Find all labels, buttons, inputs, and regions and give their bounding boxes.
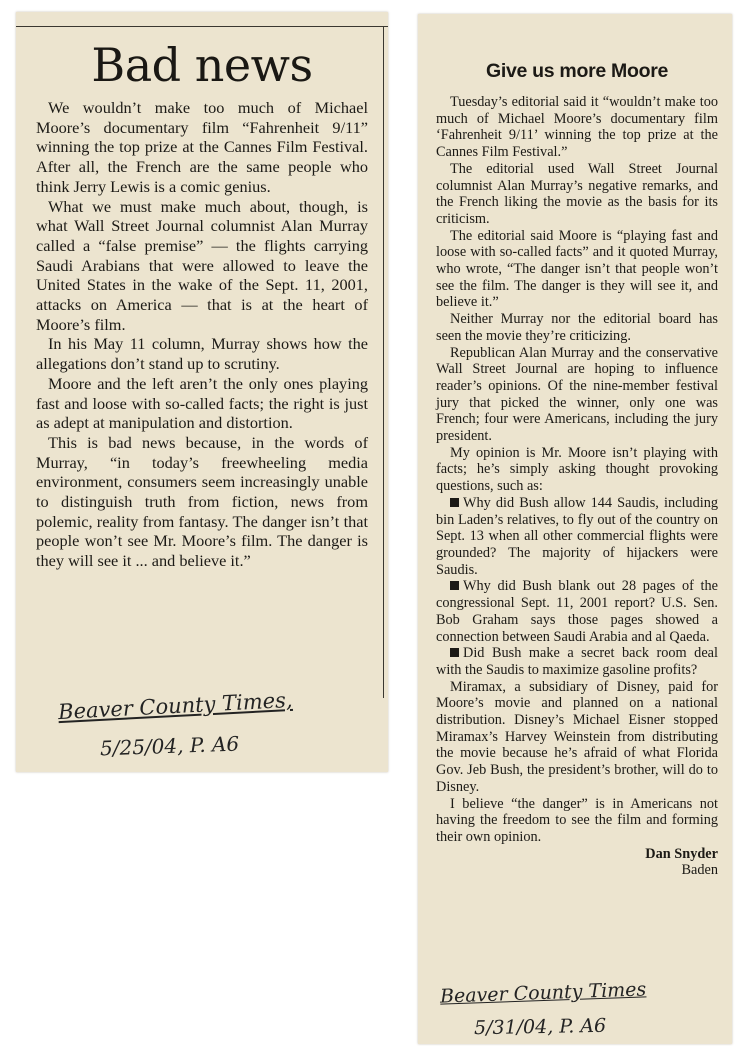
- paragraph: Tuesday’s editorial said it “wouldn’t make too much of Michael Moore’s documentary film ‘Fahrenheit 9/11’ winning the top prize at the Cannes Film Festival.”: [436, 94, 718, 161]
- column-rule: [383, 26, 384, 698]
- square-bullet-icon: [450, 581, 459, 590]
- square-bullet-icon: [450, 498, 459, 507]
- author-location: Baden: [681, 862, 718, 879]
- paragraph: We wouldn’t make too much of Michael Moore’s documentary film “Fahrenheit 9/11” winning the top prize at the Cannes Film Festival. After all, the French are the same people who think Jerry Lewis is a comic genius.: [36, 98, 368, 196]
- bullet-paragraph: [436, 495, 718, 579]
- paragraph: The editorial used Wall Street Journal columnist Alan Murray’s negative remarks, and the French liking the movie as the basis for its criticism.: [436, 160, 718, 227]
- right-clipping: [418, 14, 732, 1044]
- top-rule: [16, 26, 388, 27]
- handwritten-date-note: 5/25/04, P. A6: [99, 731, 240, 761]
- bullet-paragraph: [436, 645, 718, 678]
- paragraph: In his May 11 column, Murray shows how the allegations don’t stand up to scrutiny.: [36, 334, 368, 374]
- paragraph: My opinion is Mr. Moore isn’t playing with facts; he’s simply asking thought provoking questions, such as:: [436, 444, 718, 495]
- paragraph: The editorial said Moore is “playing fast and loose with so-called facts” and it quoted Murray, who wrote, “The danger isn’t that people won’t see the film. The danger is they will see it, and believe it.”: [436, 227, 718, 311]
- handwritten-date-note: 5/31/04, P. A6: [473, 1014, 607, 1040]
- headline-bad-news: Bad news: [91, 38, 313, 92]
- paragraph: Miramax, a subsidiary of Disney, paid for Moore’s movie and planned on a national distribution. Disney’s Michael Eisner stopped Miramax’s Harvey Weinstein from distributing the movie because he’s afraid of what Florida Gov. Jeb Bush, the president’s brother, will do to Disney.: [436, 678, 718, 795]
- bullet-text: Did Bush make a secret back room deal with the Saudis to maximize gasoline profits?: [436, 645, 718, 678]
- paragraph: Neither Murray nor the editorial board has seen the movie they’re criticizing.: [436, 311, 718, 344]
- bullet-paragraph: [436, 578, 718, 645]
- left-clipping: [16, 12, 388, 772]
- headline-give-us-more-moore: Give us more Moore: [485, 60, 669, 82]
- square-bullet-icon: [450, 648, 459, 657]
- bullet-text: Why did Bush blank out 28 pages of the congressional Sept. 11, 2001 report? U.S. Sen. Bob Graham says those pages showed a connection between Saudi Arabia and al Qaeda.: [436, 578, 718, 645]
- paragraph: I believe “the danger” is in Americans not having the freedom to see the film and forming their own opinion.: [436, 795, 718, 845]
- handwritten-source-note: Beaver County Times,: [57, 687, 294, 725]
- author-name: Dan Snyder: [645, 845, 718, 862]
- bullet-text: Why did Bush allow 144 Saudis, including bin Laden’s relatives, to fly out of the country on Sept. 13 when all other commercial flights were grounded? The majority of hijackers were Saudis.: [436, 494, 718, 578]
- letter-signature: [436, 846, 718, 879]
- paragraph: Moore and the left aren’t the only ones playing fast and loose with so-called facts; the right is just as adept at manipulation and distortion.: [36, 373, 368, 433]
- letter-body: [436, 94, 718, 846]
- paragraph: Republican Alan Murray and the conservative Wall Street Journal are hoping to influence reader’s opinions. Of the nine-member festival jury that picked the winner, only one was French; four were Americans, including the jury president.: [436, 344, 718, 445]
- handwritten-source-note: Beaver County Times: [439, 978, 647, 1008]
- paragraph: This is bad news because, in the words of Murray, “in today’s freewheeling media environment, consumers seem increasingly unable to distinguish truth from fiction, news from polemic, reality from fantasy. The danger isn’t that people won’t see Mr. Moore’s film. The danger is they will see it ... and believe it.”: [36, 432, 368, 571]
- paragraph: What we must make much about, though, is what Wall Street Journal columnist Alan Murray called a “false premise” — the flights carrying Saudi Arabians that were allowed to leave the United States in the wake of the Sept. 11, 2001, attacks on America — that is at the heart of Moore’s film.: [36, 196, 368, 334]
- editorial-body: [36, 98, 368, 571]
